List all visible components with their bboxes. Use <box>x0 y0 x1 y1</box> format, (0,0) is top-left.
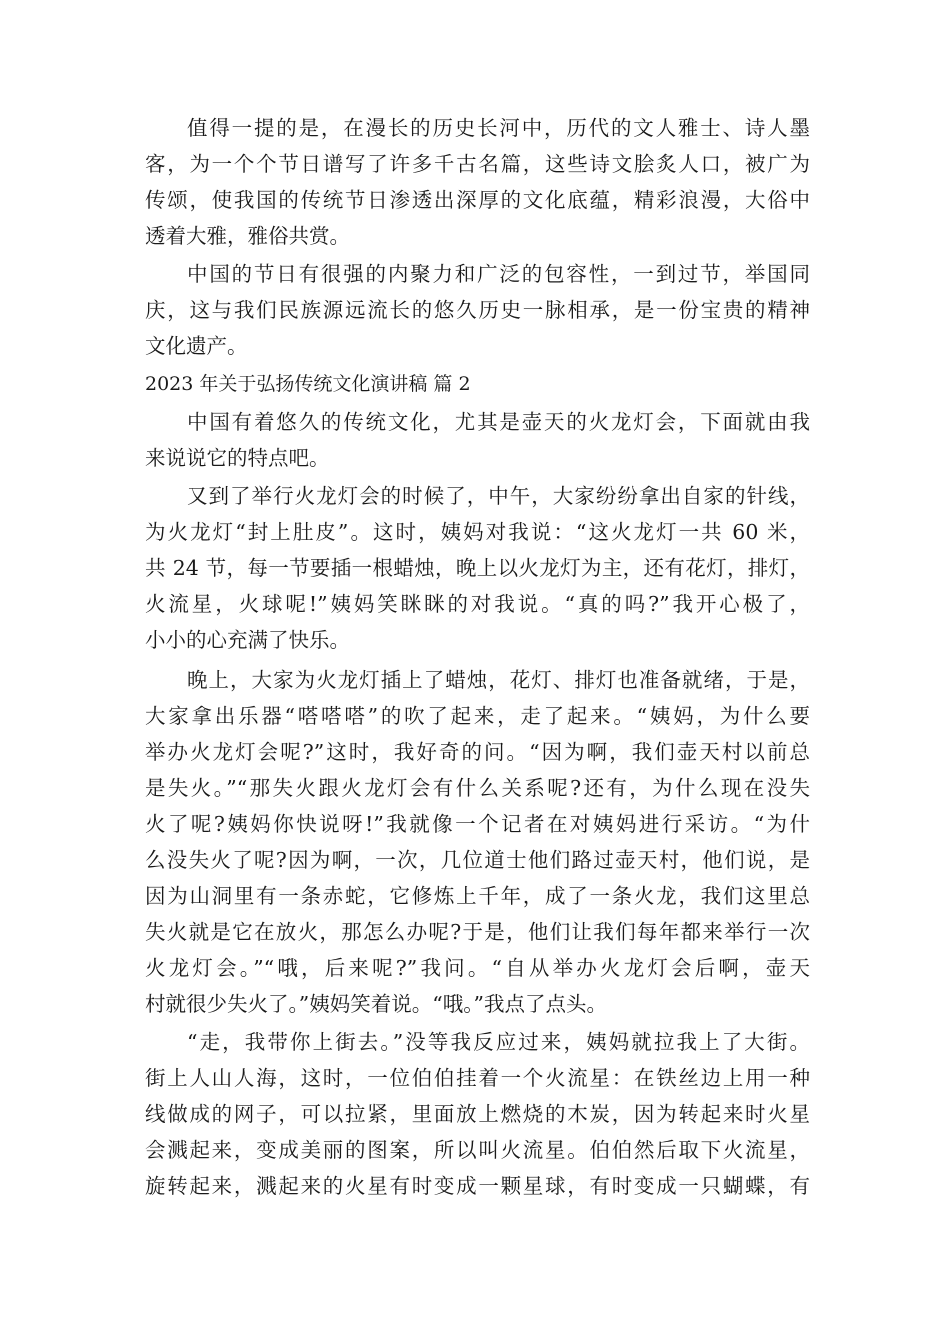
paragraph-line: 又到了举行火龙灯会的时候了，中午，大家纷纷拿出自家的针线， <box>187 484 810 508</box>
paragraph-line: 共 24 节，每一节要插一根蜡烛，晚上以火龙灯为主，还有花灯，排灯， <box>145 556 810 580</box>
paragraph-line: 为火龙灯“封上肚皮”。这时，姨妈对我说：“这火龙灯一共 60 米， <box>145 520 810 544</box>
paragraph-line: 客，为一个个节日谱写了许多千古名篇，这些诗文脍炙人口，被广为 <box>145 152 810 176</box>
paragraph-line: 街上人山人海，这时，一位伯伯挂着一个火流星：在铁丝边上用一种 <box>145 1066 810 1090</box>
paragraph-line: 来说说它的特点吧。 <box>145 446 330 470</box>
paragraph-line: 中国有着悠久的传统文化，尤其是壶天的火龙灯会，下面就由我 <box>187 410 810 434</box>
paragraph-line: 小小的心充满了快乐。 <box>145 628 350 652</box>
paragraph-line: 晚上，大家为火龙灯插上了蜡烛，花灯、排灯也准备就绪，于是， <box>187 668 810 692</box>
paragraph-line: 是失火。”“那失火跟火龙灯会有什么关系呢?还有，为什么现在没失 <box>145 776 810 800</box>
paragraph-line: 旋转起来，溅起来的火星有时变成一颗星球，有时变成一只蝴蝶，有 <box>145 1174 810 1198</box>
paragraph-line: 线做成的网子，可以拉紧，里面放上燃烧的木炭，因为转起来时火星 <box>145 1102 810 1126</box>
paragraph-line: 庆，这与我们民族源远流长的悠久历史一脉相承，是一份宝贵的精神 <box>145 298 810 322</box>
section-heading: 2023 年关于弘扬传统文化演讲稿 篇 2 <box>145 373 471 395</box>
paragraph-line: 火龙灯会。”“哦，后来呢?”我问。“自从举办火龙灯会后啊，壶天 <box>145 956 810 980</box>
paragraph-line: 值得一提的是，在漫长的历史长河中，历代的文人雅士、诗人墨 <box>187 116 810 140</box>
paragraph-line: 会溅起来，变成美丽的图案，所以叫火流星。伯伯然后取下火流星， <box>145 1138 810 1162</box>
paragraph-line: 文化遗产。 <box>145 334 248 358</box>
paragraph-line: 透着大雅，雅俗共赏。 <box>145 224 350 248</box>
paragraph-line: 火了呢?姨妈你快说呀!”我就像一个记者在对姨妈进行采访。“为什 <box>145 812 810 836</box>
paragraph-line: 大家拿出乐器“嗒嗒嗒”的吹了起来，走了起来。“姨妈，为什么要 <box>145 704 810 728</box>
paragraph-line: 中国的节日有很强的内聚力和广泛的包容性，一到过节，举国同 <box>187 262 810 286</box>
paragraph-line: 因为山洞里有一条赤蛇，它修炼上千年，成了一条火龙，我们这里总 <box>145 884 810 908</box>
paragraph-line: 举办火龙灯会呢?”这时，我好奇的问。“因为啊，我们壶天村以前总 <box>145 740 810 764</box>
paragraph-line: “走，我带你上街去。”没等我反应过来，姨妈就拉我上了大街。 <box>187 1030 810 1054</box>
paragraph-line: 传颂，使我国的传统节日渗透出深厚的文化底蕴，精彩浪漫，大俗中 <box>145 188 810 212</box>
paragraph-line: 失火就是它在放火，那怎么办呢?于是，他们让我们每年都来举行一次 <box>145 920 810 944</box>
paragraph-line: 村就很少失火了。”姨妈笑着说。“哦。”我点了点头。 <box>145 992 607 1016</box>
paragraph-line: 么没失火了呢?因为啊，一次，几位道士他们路过壶天村，他们说，是 <box>145 848 810 872</box>
paragraph-line: 火流星，火球呢!”姨妈笑眯眯的对我说。“真的吗?”我开心极了， <box>145 592 810 616</box>
